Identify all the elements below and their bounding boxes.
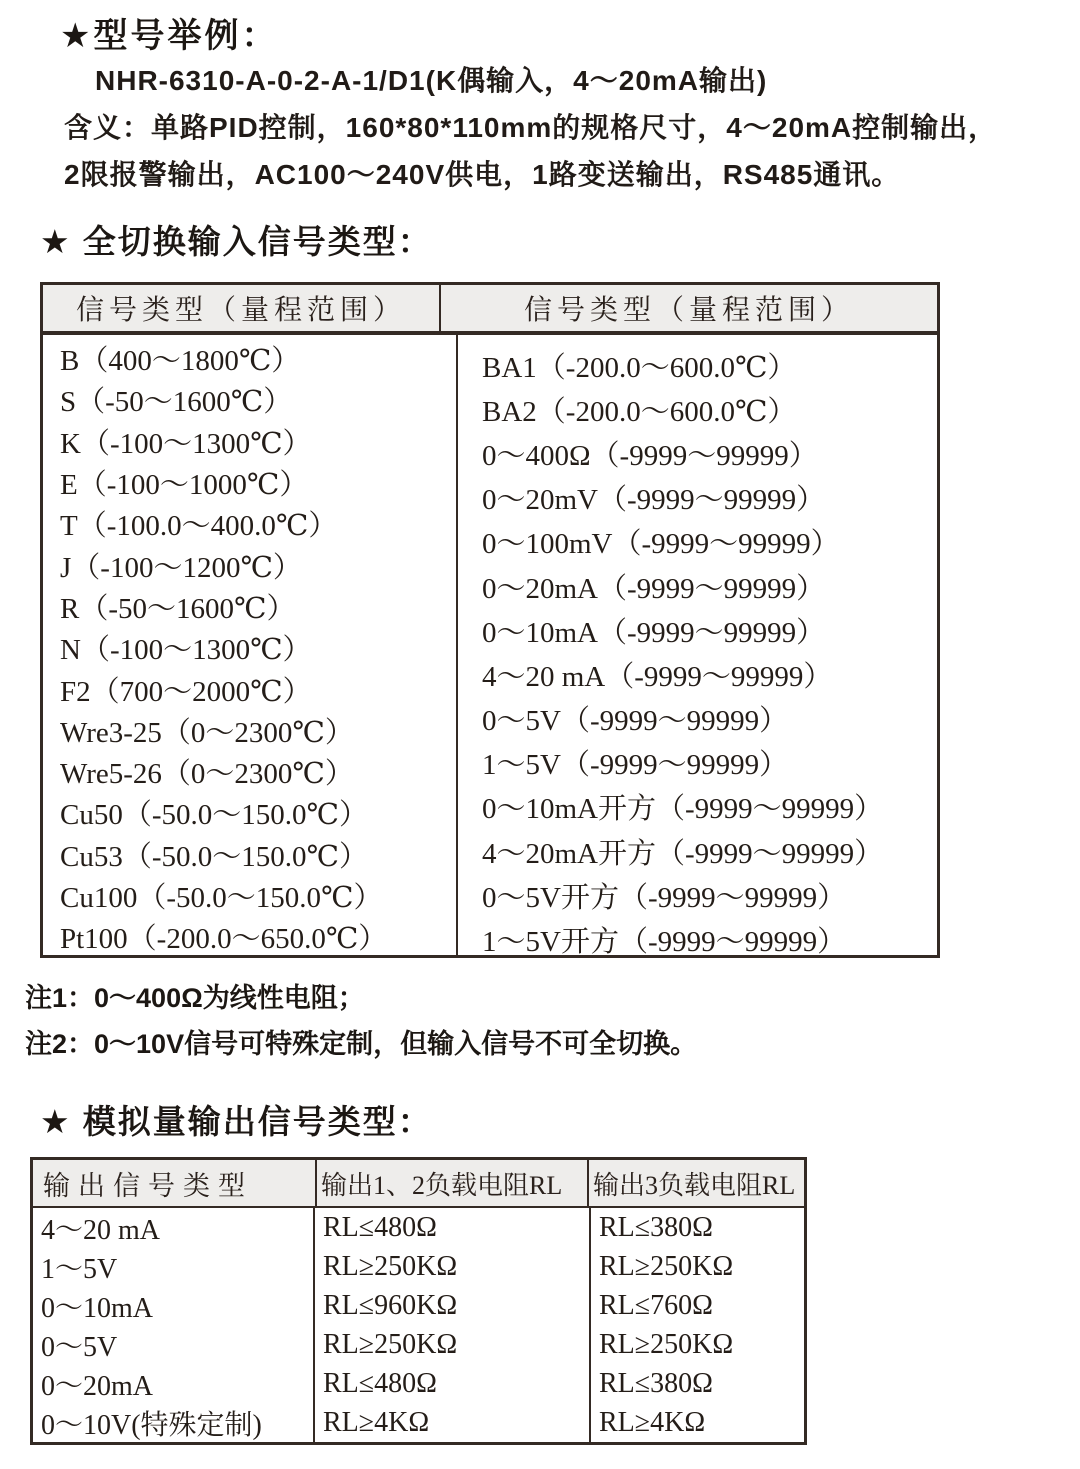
output-table-cell: RL≥4KΩ	[599, 1406, 706, 1438]
input-signal-item: BA1（-200.0～600.0℃）	[482, 351, 797, 384]
output-signal-section-heading: ★ 模拟量输出信号类型：	[40, 1103, 433, 1140]
output-table-cell: RL≤760Ω	[599, 1289, 713, 1321]
output-table-cell: 0～20mA	[33, 1364, 315, 1403]
output-table-cell: RL≤960KΩ	[315, 1286, 591, 1325]
output-table-cell: 0～10mA	[33, 1286, 315, 1325]
output-table-cell: 0～10V(特殊定制)	[33, 1403, 315, 1442]
output-table-header-signal-type: 输出信号类型	[33, 1160, 317, 1206]
output-table-row	[33, 1208, 804, 1247]
input-signal-item: 1～5V（-9999～99999）	[482, 749, 789, 782]
output-table-row	[33, 1325, 804, 1364]
model-description-line-1: 含义：单路PID控制，160*80*110mm的规格尺寸，4～20mA控制输出，	[64, 112, 998, 143]
output-table-cell: RL≥250KΩ	[315, 1247, 591, 1286]
output-table-cell: RL≤380Ω	[599, 1211, 713, 1243]
input-signal-item: Cu53（-50.0～150.0℃）	[60, 840, 368, 873]
output-table-cell: RL≥250KΩ	[315, 1325, 591, 1364]
input-signal-item: K（-100～1300℃）	[60, 427, 312, 460]
table-note-1: 注1：0～400Ω为线性电阻；	[25, 983, 365, 1013]
input-signal-item: F2（700～2000℃）	[60, 675, 312, 708]
output-table-cell: RL≥250KΩ	[599, 1250, 734, 1282]
output-table-header-load-rl-3: 输出3负载电阻RL	[593, 1170, 796, 1200]
output-table-row	[33, 1286, 804, 1325]
input-table-header-right: 信号类型（量程范围）	[523, 295, 854, 326]
output-table-cell: RL≥250KΩ	[599, 1328, 734, 1360]
input-table-right-column	[458, 335, 937, 955]
output-table-cell: RL≤480Ω	[315, 1364, 591, 1403]
output-table-cell: 0～5V	[33, 1325, 315, 1364]
input-signal-item: R（-50～1600℃）	[60, 592, 296, 625]
output-table-cell: 1～5V	[33, 1247, 315, 1286]
input-signal-item: 0～400Ω（-9999～99999）	[482, 439, 818, 472]
input-signal-item: 1～5V开方（-9999～99999）	[482, 926, 847, 955]
input-signal-item: Pt100（-200.0～650.0℃）	[60, 923, 388, 955]
input-signal-item: J（-100～1200℃）	[60, 551, 302, 584]
input-signal-table	[40, 282, 940, 958]
input-signal-item: Cu50（-50.0～150.0℃）	[60, 799, 368, 832]
output-table-cell: RL≤480Ω	[315, 1208, 591, 1247]
model-description-line-2: 2限报警输出，AC100～240V供电，1路变送输出，RS485通讯。	[64, 159, 901, 190]
output-table-row	[33, 1247, 804, 1286]
input-signal-item: T（-100.0～400.0℃）	[60, 510, 338, 543]
input-signal-item: Cu100（-50.0～150.0℃）	[60, 882, 383, 914]
input-table-left-column	[43, 335, 458, 955]
output-table-cell: RL≥4KΩ	[315, 1403, 591, 1442]
input-signal-item: 0～5V（-9999～99999）	[482, 705, 789, 738]
model-example-heading: ★型号举例：	[60, 17, 279, 55]
input-signal-item: B（400～1800℃）	[60, 345, 301, 378]
output-table-header-row	[33, 1160, 804, 1208]
output-table-header-load-rl-1-2: 输出1、2负载电阻RL	[317, 1160, 589, 1206]
input-signal-item: 0～100mV（-9999～99999）	[482, 528, 840, 561]
input-table-body	[43, 335, 937, 955]
input-signal-item: 4～20mA开方（-9999～99999）	[482, 837, 884, 870]
output-signal-table	[30, 1157, 807, 1445]
output-table-row	[33, 1403, 804, 1442]
table-note-2: 注2：0～10V信号可特殊定制，但输入信号不可全切换。	[25, 1029, 698, 1059]
input-signal-item: E（-100～1000℃）	[60, 469, 309, 502]
input-signal-item: 0～10mA开方（-9999～99999）	[482, 793, 884, 826]
input-table-header-left: 信号类型（量程范围）	[43, 285, 441, 331]
input-signal-item: 0～20mA（-9999～99999）	[482, 572, 826, 605]
input-signal-item: N（-100～1300℃）	[60, 634, 312, 667]
input-signal-section-heading: ★ 全切换输入信号类型：	[40, 223, 433, 260]
input-signal-item: 4～20 mA（-9999～99999）	[482, 660, 833, 693]
input-signal-item: Wre5-26（0～2300℃）	[60, 758, 354, 791]
output-table-cell: RL≤380Ω	[599, 1367, 713, 1399]
model-number-line: NHR-6310-A-0-2-A-1/D1(K偶输入，4～20mA输出)	[95, 65, 768, 96]
input-signal-item: 0～5V开方（-9999～99999）	[482, 881, 847, 914]
input-signal-item: BA2（-200.0～600.0℃）	[482, 395, 797, 428]
input-signal-item: 0～10mA（-9999～99999）	[482, 616, 826, 649]
input-signal-item: 0～20mV（-9999～99999）	[482, 484, 826, 517]
input-signal-item: Wre3-25（0～2300℃）	[60, 716, 354, 749]
output-table-row	[33, 1364, 804, 1403]
output-table-cell: 4～20 mA	[33, 1208, 315, 1247]
input-table-header-row	[43, 285, 937, 335]
input-signal-item: S（-50～1600℃）	[60, 386, 293, 419]
